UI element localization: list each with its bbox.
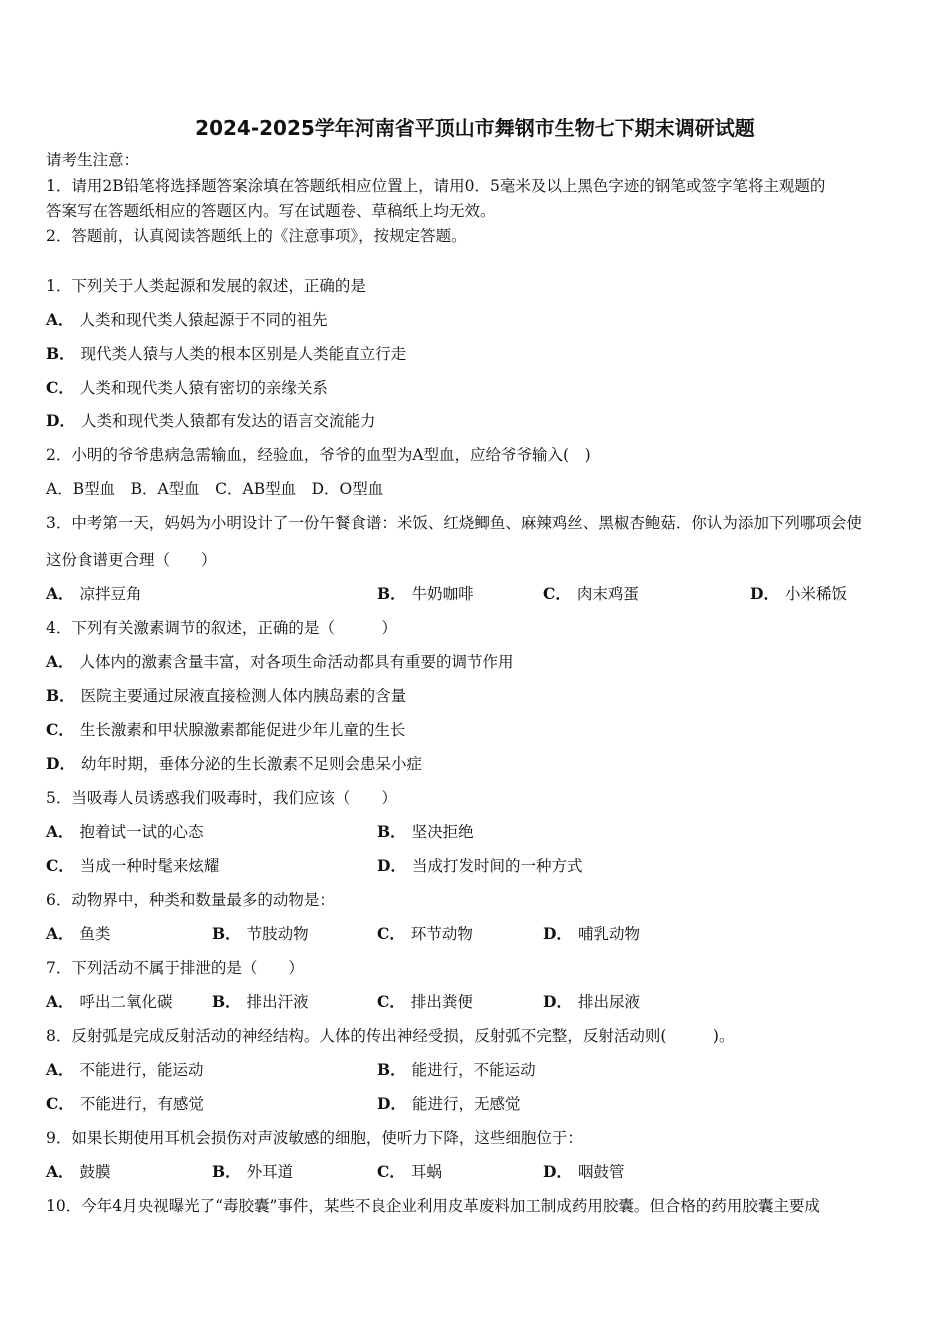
notice-line: 请考生注意：	[46, 151, 140, 169]
option-text: 人类和现代类人猿有密切的亲缘关系	[79, 379, 328, 397]
option-label: D．	[46, 411, 75, 430]
option-label: D．	[750, 584, 779, 603]
question-line: 3．中考第一天，妈妈为小明设计了一份午餐食谱：米饭、红烧鲫鱼、麻辣鸡丝、黑椒杏鲍菇．你认为添加下列哪项会使	[46, 514, 862, 532]
option-label: B．	[46, 686, 75, 705]
answer-option	[46, 992, 173, 1012]
answer-option	[212, 992, 309, 1012]
answer-option	[46, 686, 406, 706]
option-text: 不能进行，能运动	[79, 1061, 204, 1079]
option-text: 咽鼓管	[577, 1163, 625, 1181]
option-text: 能进行，不能运动	[411, 1061, 536, 1079]
option-text: 耳蜗	[410, 1163, 442, 1181]
answer-option	[46, 754, 422, 774]
option-text: 坚决拒绝	[411, 823, 474, 841]
question-line: A．B型血 B．A型血 C．AB型血 D．O型血	[46, 480, 384, 498]
option-text: 环节动物	[410, 925, 473, 943]
option-label: B．	[46, 344, 75, 363]
answer-option	[46, 924, 111, 944]
option-label: A．	[46, 652, 74, 671]
question-line: 4．下列有关激素调节的叙述，正确的是（ ）	[46, 619, 397, 637]
option-label: C．	[46, 378, 74, 397]
answer-option	[750, 584, 847, 604]
answer-option	[543, 1162, 624, 1182]
option-label: A．	[46, 584, 74, 603]
answer-option	[377, 1162, 442, 1182]
option-label: A．	[46, 1060, 74, 1079]
option-label: A．	[46, 1162, 74, 1181]
notice-line: 答案写在答题纸相应的答题区内。写在试题卷、草稿纸上均无效。	[46, 202, 496, 220]
option-label: A．	[46, 992, 74, 1011]
question-line: 6．动物界中，种类和数量最多的动物是：	[46, 891, 335, 909]
option-text: 牛奶咖啡	[411, 585, 474, 603]
option-label: B．	[212, 992, 241, 1011]
option-label: A．	[46, 310, 74, 329]
answer-option	[46, 411, 375, 431]
answer-option	[212, 1162, 293, 1182]
option-text: 排出粪便	[410, 993, 473, 1011]
option-text: 人类和现代类人猿起源于不同的祖先	[79, 311, 328, 329]
answer-option	[46, 584, 142, 604]
option-label: B．	[377, 584, 406, 603]
answer-option	[377, 1094, 520, 1114]
option-text: 凉拌豆角	[79, 585, 142, 603]
option-label: C．	[46, 720, 74, 739]
answer-option	[46, 822, 204, 842]
question-line: 5．当吸毒人员诱惑我们吸毒时，我们应该（ ）	[46, 789, 397, 807]
question-line: 1．下列关于人类起源和发展的叙述，正确的是	[46, 277, 366, 295]
option-label: C．	[46, 856, 74, 875]
answer-option	[46, 378, 328, 398]
option-label: D．	[543, 924, 572, 943]
answer-option	[377, 924, 473, 944]
option-text: 排出尿液	[577, 993, 640, 1011]
question-line: 10．今年4月央视曝光了“毒胶囊”事件，某些不良企业利用皮革废料加工制成药用胶囊。但合格的药用胶囊主要成	[46, 1197, 820, 1215]
answer-option	[46, 1060, 204, 1080]
answer-option	[543, 924, 640, 944]
option-label: C．	[46, 1094, 74, 1113]
option-text: 外耳道	[246, 1163, 294, 1181]
option-label: C．	[377, 924, 405, 943]
option-text: 生长激素和甲状腺激素都能促进少年儿童的生长	[79, 721, 406, 739]
option-text: 人类和现代类人猿都有发达的语言交流能力	[80, 412, 376, 430]
option-text: 鱼类	[79, 925, 111, 943]
answer-option	[377, 1060, 536, 1080]
question-line: 这份食谱更合理（ ）	[46, 551, 217, 569]
notice-line: 2．答题前，认真阅读答题纸上的《注意事项》，按规定答题。	[46, 227, 467, 245]
option-text: 现代类人猿与人类的根本区别是人类能直立行走	[80, 345, 407, 363]
option-text: 节肢动物	[246, 925, 309, 943]
option-text: 呼出二氧化碳	[79, 993, 173, 1011]
answer-option	[46, 1162, 111, 1182]
document-title: 2024-2025学年河南省平顶山市舞钢市生物七下期末调研试题	[195, 116, 755, 140]
option-label: A．	[46, 924, 74, 943]
option-label: D．	[46, 754, 75, 773]
option-label: B．	[212, 924, 241, 943]
answer-option	[46, 720, 405, 740]
question-line: 9．如果长期使用耳机会损伤对声波敏感的细胞，使听力下降，这些细胞位于：	[46, 1129, 583, 1147]
option-label: C．	[377, 1162, 405, 1181]
option-label: C．	[543, 584, 571, 603]
option-text: 幼年时期，垂体分泌的生长激素不足则会患呆小症	[80, 755, 422, 773]
answer-option	[377, 856, 582, 876]
question-line: 7．下列活动不属于排泄的是（ ）	[46, 959, 304, 977]
question-line: 2．小明的爷爷患病急需输血，经验血，爷爷的血型为A型血，应给爷爷输入( )	[46, 446, 591, 464]
answer-option	[46, 344, 406, 364]
answer-option	[377, 992, 473, 1012]
option-text: 医院主要通过尿液直接检测人体内胰岛素的含量	[80, 687, 407, 705]
answer-option	[46, 856, 219, 876]
question-line: 8．反射弧是完成反射活动的神经结构。人体的传出神经受损，反射弧不完整，反射活动则( )。	[46, 1027, 735, 1045]
answer-option	[377, 822, 474, 842]
option-text: 当成打发时间的一种方式	[411, 857, 583, 875]
notice-line: 1．请用2B铅笔将选择题答案涂填在答题纸相应位置上，请用0．5毫米及以上黑色字迹的钢笔或签字笔将主观题的	[46, 177, 826, 195]
option-label: B．	[377, 1060, 406, 1079]
option-label: D．	[543, 1162, 572, 1181]
answer-option	[212, 924, 309, 944]
option-text: 抱着试一试的心态	[79, 823, 204, 841]
answer-option	[46, 652, 514, 672]
option-label: C．	[377, 992, 405, 1011]
option-label: A．	[46, 822, 74, 841]
answer-option	[543, 992, 640, 1012]
option-label: B．	[377, 822, 406, 841]
option-text: 当成一种时髦来炫耀	[79, 857, 220, 875]
option-text: 肉末鸡蛋	[576, 585, 639, 603]
option-text: 哺乳动物	[577, 925, 640, 943]
option-text: 人体内的激素含量丰富，对各项生命活动都具有重要的调节作用	[79, 653, 514, 671]
option-text: 能进行，无感觉	[411, 1095, 521, 1113]
answer-option	[46, 1094, 204, 1114]
answer-option	[543, 584, 639, 604]
option-label: D．	[543, 992, 572, 1011]
option-label: D．	[377, 856, 406, 875]
answer-option	[46, 310, 328, 330]
answer-option	[377, 584, 474, 604]
option-text: 不能进行，有感觉	[79, 1095, 204, 1113]
option-text: 鼓膜	[79, 1163, 111, 1181]
option-text: 排出汗液	[246, 993, 309, 1011]
option-label: D．	[377, 1094, 406, 1113]
option-text: 小米稀饭	[784, 585, 847, 603]
option-label: B．	[212, 1162, 241, 1181]
